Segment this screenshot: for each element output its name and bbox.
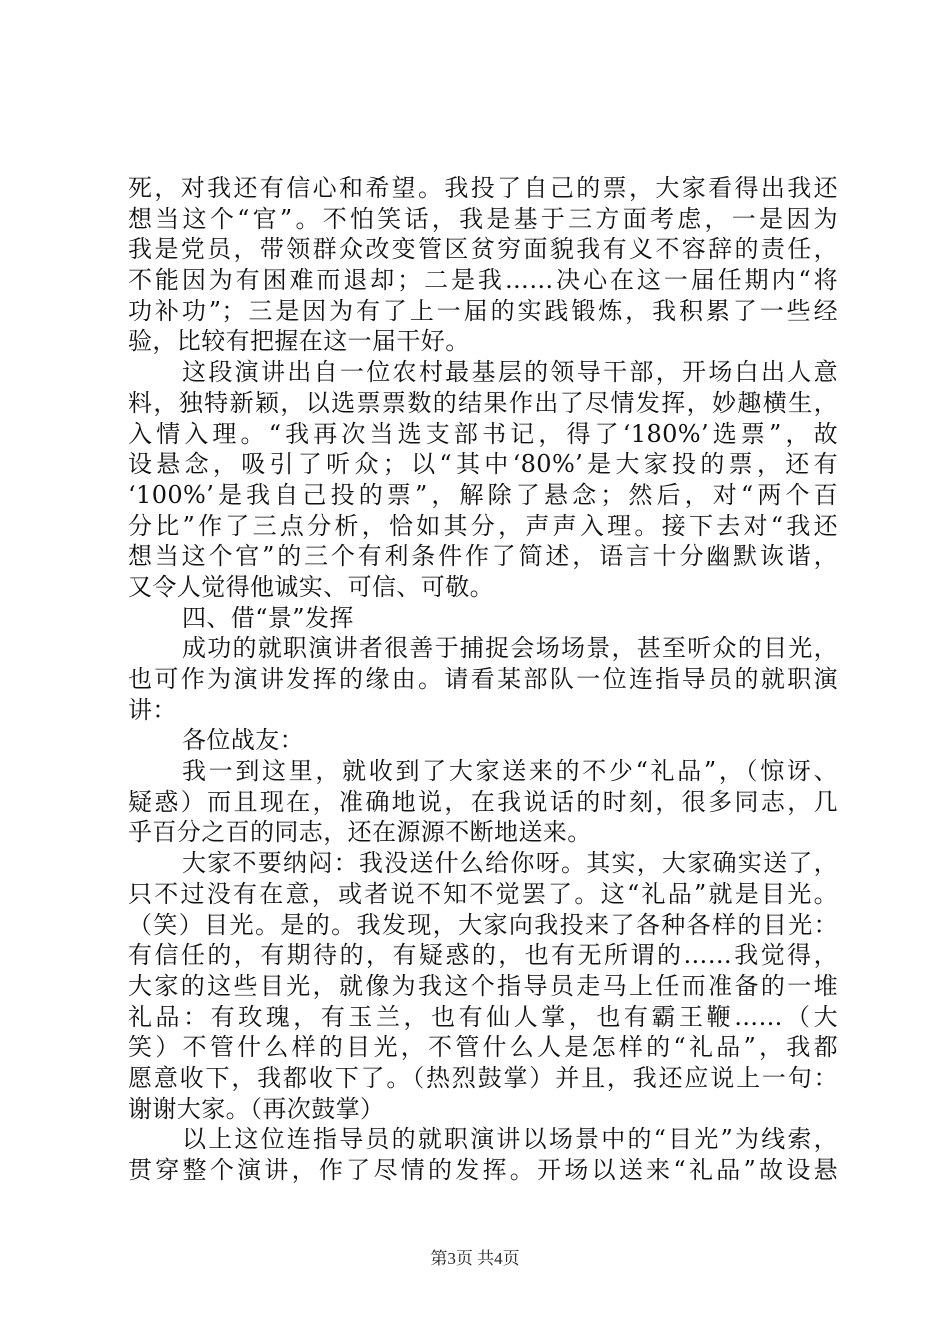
text-line: 想当这个官”的三个有利条件作了简述，语言十分幽默诙谐， [128, 542, 838, 571]
text-line: 愿意收下，我都收下了。（热烈鼓掌）并且，我还应说上一句： [128, 1063, 838, 1092]
document-body [128, 173, 838, 1186]
text-line: 讲： [128, 695, 177, 724]
text-line: 不能因为有困难而退却；二是我……决心在这一届任期内“将 [128, 266, 838, 295]
text-line: 功补功”；三是因为有了上一届的实践锻炼，我积累了一些经 [128, 296, 838, 325]
text-line: 疑惑）而且现在，准确地说，在我说话的时刻，很多同志，几 [128, 787, 838, 816]
text-line: 谢谢大家。（再次鼓掌） [128, 1094, 385, 1123]
speech-salutation: 各位战友： [182, 726, 304, 755]
text-line: 有信任的，有期待的，有疑惑的，也有无所谓的……我觉得， [128, 941, 838, 970]
text-line: 贯穿整个演讲，作了尽情的发挥。开场以送来“礼品”故设悬 [128, 1156, 838, 1184]
text-line: 只不过没有在意，或者说不知不觉罢了。这“礼品”就是目光。 [128, 879, 838, 908]
text-line: 想当这个“官”。不怕笑话，我是基于三方面考虑，一是因为 [128, 204, 838, 233]
text-line: 也可作为演讲发挥的缘由。请看某部队一位连指导员的就职演 [128, 665, 838, 693]
paragraph-start: 这段演讲出自一位农村最基层的领导干部，开场白出人意 [182, 358, 838, 387]
text-line: 验，比较有把握在这一届干好。 [128, 327, 470, 356]
text-line: ‘100%’是我自己投的票”，解除了悬念；然后，对“两个百 [128, 480, 838, 509]
text-line: 大家的这些目光，就像为我这个指导员走马上任而准备的一堆 [128, 971, 838, 1000]
paragraph-start: 以上这位连指导员的就职演讲以场景中的“目光”为线索， [182, 1125, 838, 1154]
text-line: 笑）不管什么样的目光，不管什么人是怎样的“礼品”，我都 [128, 1033, 838, 1062]
text-line: 我是党员，带领群众改变管区贫穷面貌我有义不容辞的责任， [128, 235, 838, 264]
text-line: 又令人觉得他诚实、可信、可敬。 [128, 572, 494, 601]
text-line: 死，对我还有信心和希望。我投了自己的票，大家看得出我还 [128, 174, 838, 202]
page-number: 第3页 共4页 [430, 1249, 520, 1268]
text-line: 料，独特新颖，以选票票数的结果作出了尽情发挥，妙趣横生， [128, 388, 838, 417]
text-line: 礼品：有玫瑰，有玉兰，也有仙人掌，也有霸王鞭……（大 [128, 1002, 838, 1031]
paragraph-start: 成功的就职演讲者很善于捕捉会场场景，甚至听众的目光， [182, 634, 838, 663]
text-line: 入情入理。“我再次当选支部书记，得了‘180%’选票”，故 [128, 419, 838, 448]
text-line: （笑）目光。是的。我发现，大家向我投来了各种各样的目光： [128, 910, 838, 939]
paragraph-start: 我一到这里，就收到了大家送来的不少“礼品”，（惊讶、 [182, 757, 838, 786]
text-line: 设悬念，吸引了听众；以“其中‘80%’是大家投的票，还有 [128, 450, 838, 479]
text-line: 分比”作了三点分析，恰如其分，声声入理。接下去对“我还 [128, 511, 838, 540]
paragraph-start: 大家不要纳闷：我没送什么给你呀。其实，大家确实送了， [182, 849, 838, 878]
text-line: 乎百分之百的同志，还在源源不断地送来。 [128, 818, 592, 847]
section-heading: 四、借“景”发挥 [182, 603, 354, 632]
